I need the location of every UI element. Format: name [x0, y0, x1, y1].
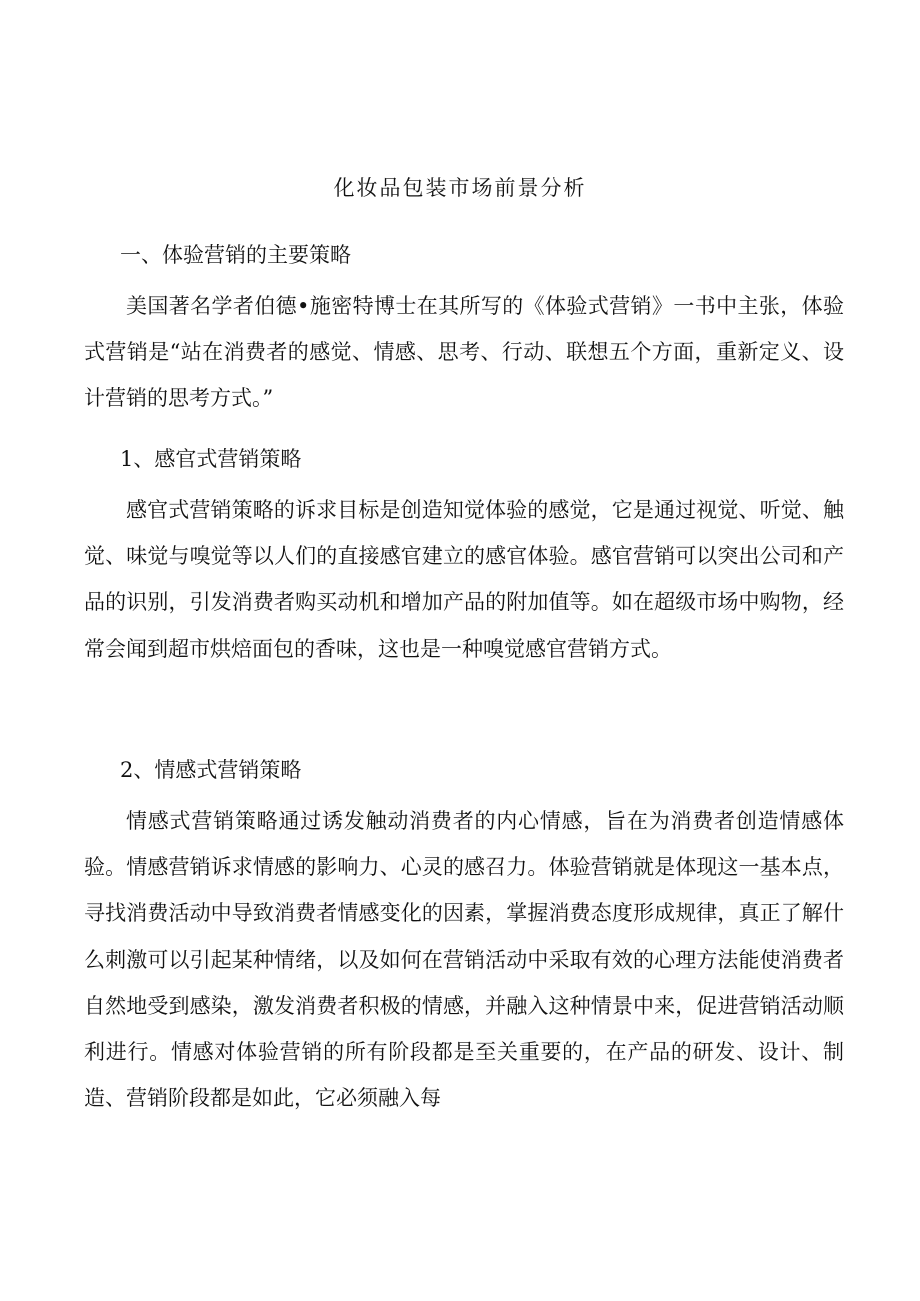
paragraph-sensory-marketing: 感官式营销策略的诉求目标是创造知觉体验的感觉，它是通过视觉、听觉、触觉、味觉与嗅觉等以人们的直接感官建立的感官体验。感官营销可以突出公司和产品的识别，引发消费者购买动机和增加产品的附加值等。如在超级市场中购物，经常会闻到超市烘焙面包的香味，这也是一种嗅觉感官营销方式。: [84, 498, 844, 661]
subheading-sensory-marketing: 1、感官式营销策略: [120, 447, 302, 471]
paragraph-emotional-marketing: 情感式营销策略通过诱发触动消费者的内心情感，旨在为消费者创造情感体验。情感营销诉求情感的影响力、心灵的感召力。体验营销就是体现这一基本点，寻找消费活动中导致消费者情感变化的因素，掌握消费态度形成规律，真正了解什么刺激可以引起某种情绪，以及如何在营销活动中采取有效的心理方法能使消费者自然地受到感染，激发消费者积极的情感，并融入这种情景中来，促进营销活动顺利进行。情感对体验营销的所有阶段都是至关重要的，在产品的研发、设计、制造、营销阶段都是如此，它必须融入每: [84, 809, 844, 1111]
page-title: 化妆品包装市场前景分析: [333, 176, 587, 200]
subheading-emotional-marketing: 2、情感式营销策略: [120, 758, 302, 782]
section-heading-experience-marketing: 一、体验营销的主要策略: [120, 243, 351, 267]
paragraph-intro: 美国著名学者伯德•施密特博士在其所写的《体验式营销》一书中主张，体验式营销是“站在消费者的感觉、情感、思考、行动、联想五个方面，重新定义、设计营销的思考方式。”: [84, 294, 844, 411]
